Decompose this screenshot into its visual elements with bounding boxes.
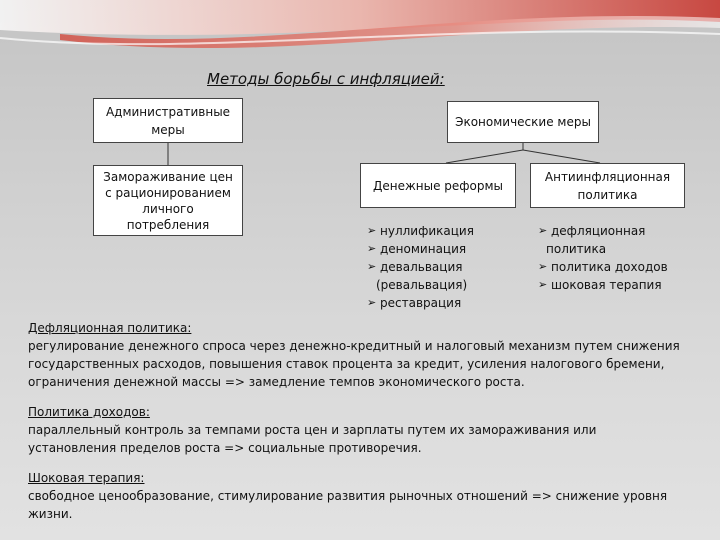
list-item-continuation: политика — [546, 242, 607, 256]
list-item: ➢ политика доходов — [538, 258, 698, 276]
list-item-continuation: (ревальвация) — [376, 278, 468, 292]
list-item: ➢ деноминация — [367, 240, 517, 258]
admin-measures-box: Административные меры — [93, 98, 243, 143]
anti-inflation-policy-box: Антиинфляционная политика — [530, 163, 685, 208]
anti-inflation-list — [538, 222, 698, 294]
monetary-reforms-list — [367, 222, 517, 312]
economic-measures-box: Экономические меры — [447, 101, 599, 143]
paragraph-heading: Политика доходов: — [28, 405, 150, 419]
paragraph-heading: Дефляционная политика: — [28, 321, 192, 335]
list-item: ➢ реставрация — [367, 294, 517, 312]
paragraph-heading: Шоковая терапия: — [28, 471, 145, 485]
list-item: ➢ дефляционная — [538, 222, 698, 240]
deflation-policy-paragraph: Дефляционная политика: регулирование денежного спроса через денежно-кредитный и налоговый механизм путем снижения государственных расходов, повышения ставок процента за кредит, усиления налогового бремени, ограничения денежной массы => замедление темпов экономического роста. — [28, 319, 708, 391]
list-item: ➢ девальвация — [367, 258, 517, 276]
monetary-reforms-box: Денежные реформы — [360, 163, 516, 208]
diagram-title: Методы борьбы с инфляцией: — [207, 70, 445, 88]
list-item: ➢ шоковая терапия — [538, 276, 698, 294]
list-item: ➢ нуллификация — [367, 222, 517, 240]
decorative-swoosh — [0, 0, 720, 70]
shock-therapy-paragraph: Шоковая терапия: свободное ценообразование, стимулирование развития рыночных отношений => снижение уровня жизни. — [28, 469, 708, 523]
price-freeze-box: Замораживание цен с рационированием личного потребления — [93, 165, 243, 236]
income-policy-paragraph: Политика доходов: параллельный контроль за темпами роста цен и зарплаты путем их замораживания или установления пределов роста => социальные противоречия. — [28, 403, 708, 457]
